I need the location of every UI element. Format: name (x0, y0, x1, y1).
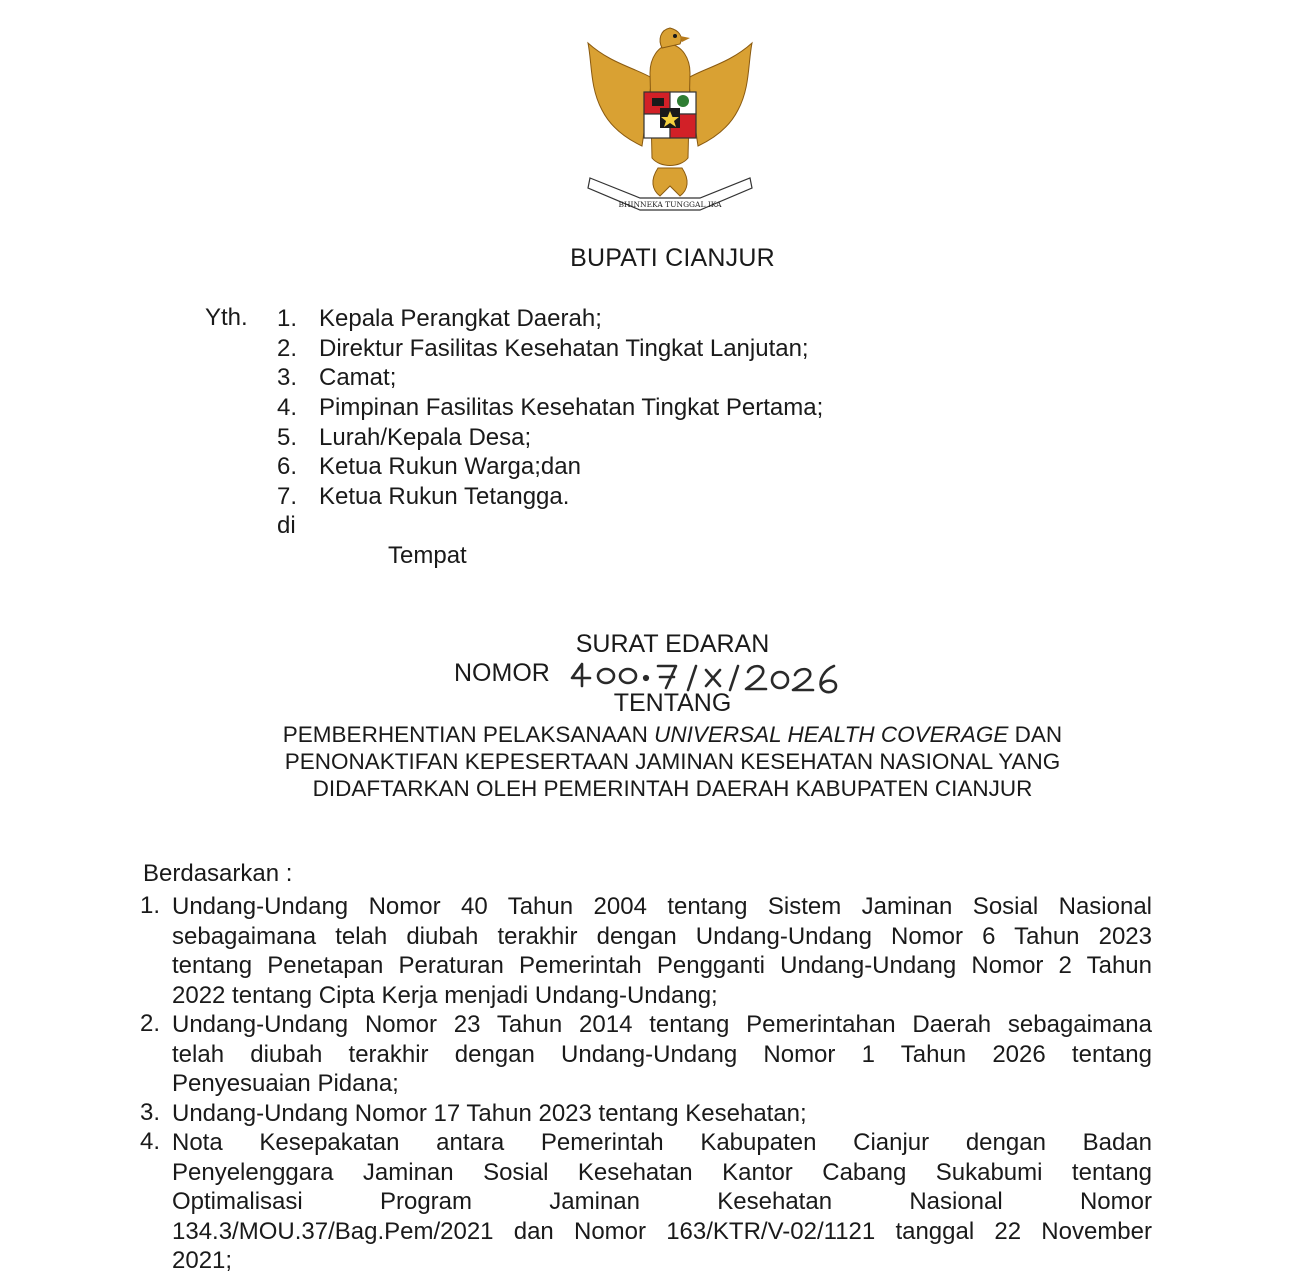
legal-basis-line: Nota Kesepakatan antara Pemerintah Kabupaten Cianjur dengan Badan (172, 1129, 1152, 1156)
legal-basis-item (140, 892, 1152, 1010)
legal-basis-number: 4. (140, 1128, 161, 1155)
recipient-text: Ketua Rukun Tetangga. (319, 483, 570, 511)
legal-basis-number: 3. (140, 1098, 161, 1126)
legal-basis-line: Penyelenggara Jaminan Sosial Kesehatan Kantor Cabang Sukabumi tentang (172, 1158, 1152, 1186)
circular-subject (0, 721, 1300, 802)
recipient-number: 3. (277, 364, 298, 392)
issuer-title: BUPATI CIANJUR (570, 244, 775, 272)
legal-basis-item (140, 1099, 1152, 1129)
recipient-text: Ketua Rukun Warga;dan (319, 453, 581, 481)
subject-text: PEMBERHENTIAN PELAKSANAAN (282, 722, 655, 747)
subject-text: DAN (1008, 722, 1063, 747)
legal-basis-line: tentang Penetapan Peraturan Pemerintah Pengganti Undang-Undang Nomor 2 Tahun (172, 952, 1152, 979)
legal-basis-line: telah diubah terakhir dengan Undang-Undang Nomor 1 Tahun 2026 tentang (172, 1040, 1152, 1068)
subject-italic-term: UNIVERSAL HEALTH COVERAGE (654, 722, 1009, 747)
recipient-number: 4. (277, 394, 298, 422)
legal-basis-line: Undang-Undang Nomor 40 Tahun 2004 tentang Sistem Jaminan Sosial Nasional (172, 893, 1152, 920)
subject-line (0, 721, 1300, 748)
recipient-number: 6. (277, 453, 298, 481)
svg-text:BHINNEKA TUNGGAL IKA: BHINNEKA TUNGGAL IKA (618, 200, 722, 209)
recipient-number: 1. (277, 305, 298, 332)
garuda-emblem-icon (580, 18, 760, 213)
recipient-item (277, 363, 823, 393)
legal-basis-line: Penyesuaian Pidana; (172, 1070, 399, 1097)
legal-basis-item (140, 1128, 1152, 1276)
recipient-text: Lurah/Kepala Desa; (319, 423, 532, 451)
legal-basis-number: 1. (140, 892, 161, 919)
legal-basis-line: Optimalisasi Program Jaminan Kesehatan Nasional Nomor (172, 1188, 1152, 1215)
legal-basis-line: 2021; (172, 1247, 233, 1274)
legal-basis-item (140, 1010, 1152, 1099)
recipient-number: 7. (277, 483, 298, 511)
basis-intro: Berdasarkan : (143, 860, 293, 887)
recipient-list (277, 304, 823, 512)
circular-number-label: NOMOR (454, 659, 550, 687)
recipient-item (277, 334, 823, 364)
legal-basis-line: 134.3/MOU.37/Bag.Pem/2021 dan Nomor 163/KTR/V-02/1121 tanggal 22 November (172, 1217, 1152, 1245)
circular-title: SURAT EDARAN (575, 630, 770, 658)
addressee-place: Tempat (388, 542, 467, 569)
legal-basis-line: sebagaimana telah diubah terakhir dengan Undang-Undang Nomor 6 Tahun 2023 (172, 922, 1152, 950)
legal-basis-line: 2022 tentang Cipta Kerja menjadi Undang-Undang; (172, 981, 718, 1009)
recipient-text: Camat; (319, 364, 397, 392)
recipient-text: Kepala Perangkat Daerah; (319, 305, 602, 332)
addressee-label: Yth. (205, 304, 248, 331)
legal-basis-list (140, 892, 1152, 1276)
recipient-text: Pimpinan Fasilitas Kesehatan Tingkat Pertama; (319, 394, 824, 422)
subject-line: PENONAKTIFAN KEPESERTAAN JAMINAN KESEHATAN NASIONAL YANG (284, 749, 1061, 774)
legal-basis-line: Undang-Undang Nomor 17 Tahun 2023 tentang Kesehatan; (172, 1099, 807, 1127)
recipient-number: 5. (277, 423, 298, 451)
recipient-item (277, 452, 823, 482)
recipient-item (277, 482, 823, 512)
recipient-number: 2. (277, 334, 298, 362)
legal-basis-line: Undang-Undang Nomor 23 Tahun 2014 tentang Pemerintahan Daerah sebagaimana (172, 1011, 1152, 1038)
recipient-item (277, 304, 823, 334)
recipient-text: Direktur Fasilitas Kesehatan Tingkat Lanjutan; (319, 334, 809, 362)
circular-about-label: TENTANG (613, 689, 732, 717)
recipient-item (277, 393, 823, 423)
recipient-item (277, 423, 823, 453)
addressee-di: di (277, 512, 296, 539)
subject-line: DIDAFTARKAN OLEH PEMERINTAH DAERAH KABUPATEN CIANJUR (312, 776, 1033, 801)
legal-basis-number: 2. (140, 1010, 161, 1037)
